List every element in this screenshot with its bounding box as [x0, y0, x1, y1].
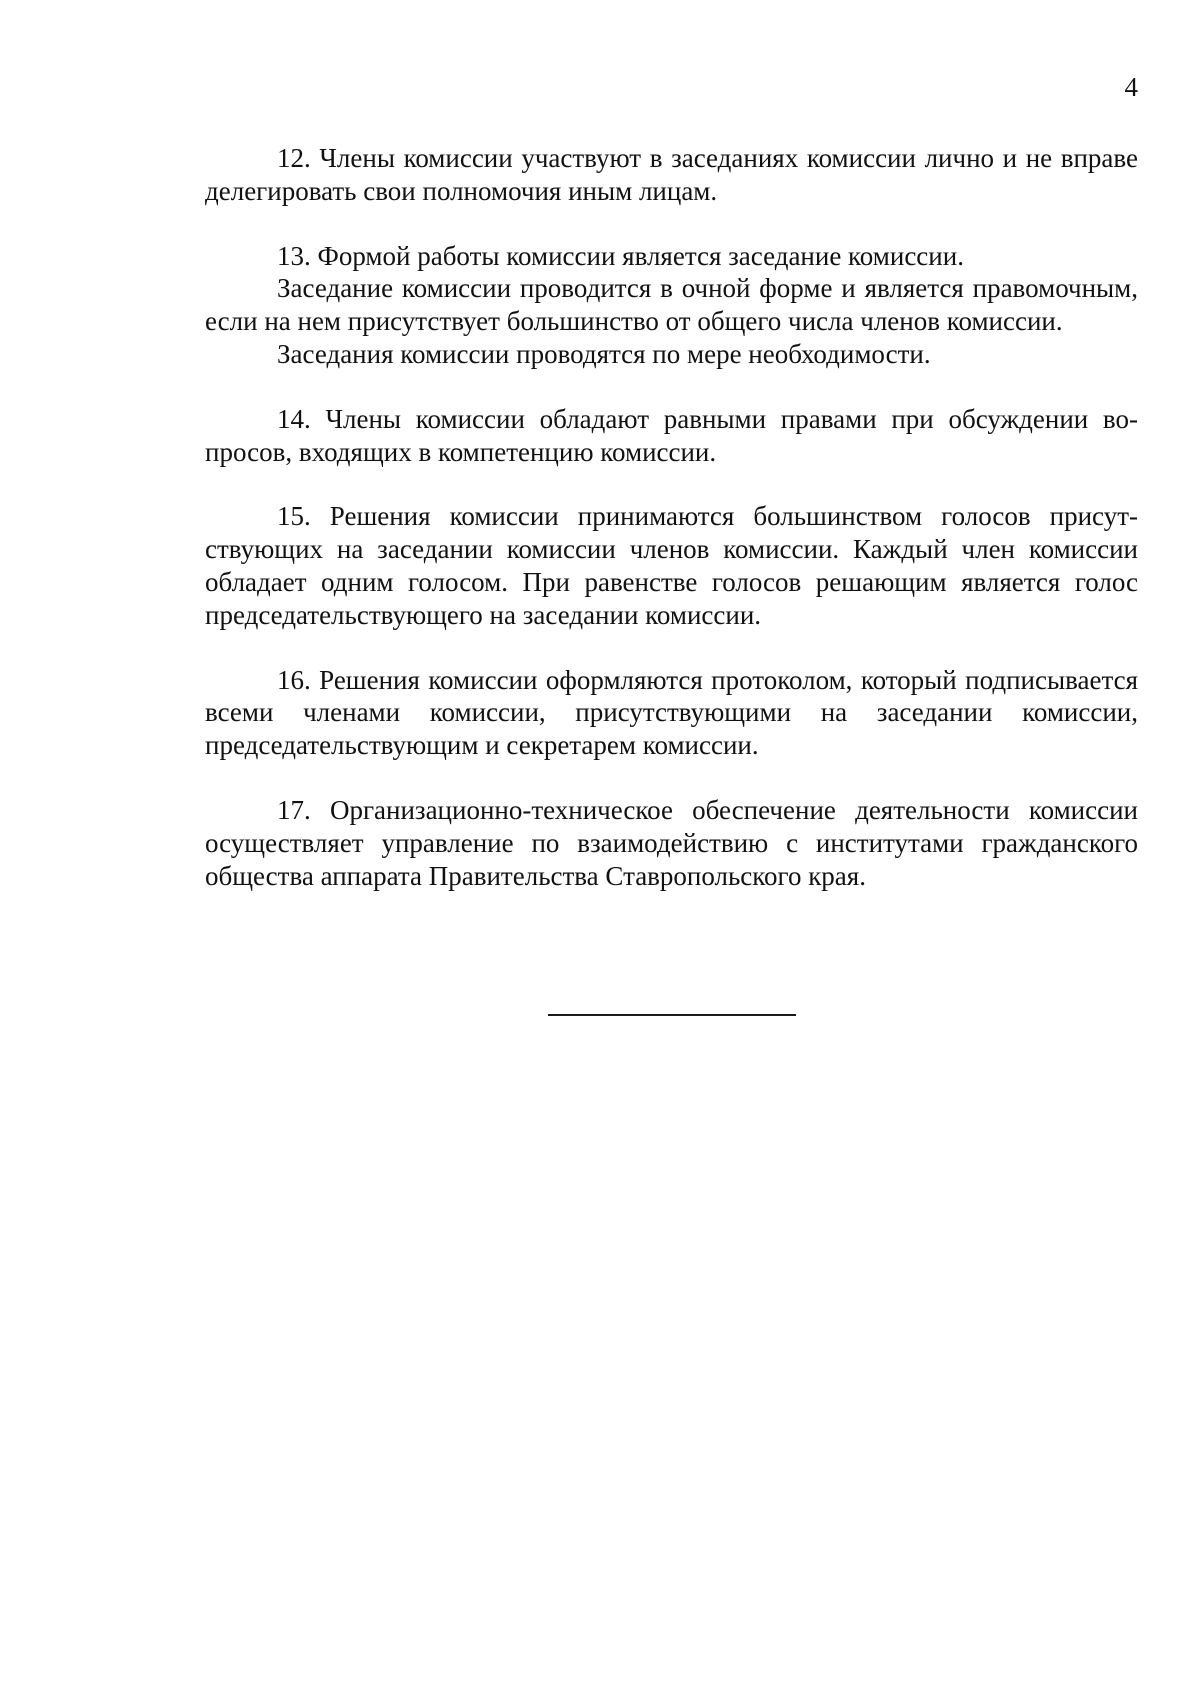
paragraph-12: 12. Члены комиссии участвуют в заседаниях комиссии лично и не вправе делегировать свои полномочия иным лицам.: [205, 143, 1138, 206]
paragraph-13: 13. Формой работы комиссии является заседание комиссии.: [277, 240, 964, 271]
paragraph-14: 14. Члены комиссии обладают равными правами при обсуждении вопросов, входящих в компетенцию комиссии.: [205, 403, 1138, 467]
paragraph-spacer: [205, 208, 1138, 240]
document-body: [205, 142, 1138, 892]
paragraph-13-frequency: Заседания комиссии проводятся по мере необходимости.: [277, 338, 931, 369]
paragraph-spacer: [205, 468, 1138, 500]
paragraph-15: 15. Решения комиссии принимаются большинством голосов присутствующих на заседании комиссии членов комиссии. Каждый член комиссии обладает одним голосом. При равенстве голосов решающим является голос председательствующего на заседании комиссии.: [205, 501, 1138, 630]
paragraph-spacer: [205, 632, 1138, 664]
paragraph-17: 17. Организационно-техническое обеспечение деятельности комиссии осуществляет управление по взаимодействию с институтами гражданского общества аппарата Правительства Ставропольского края.: [205, 794, 1138, 891]
paragraph-spacer: [205, 762, 1138, 794]
paragraph-spacer: [205, 371, 1138, 403]
paragraph-16: 16. Решения комиссии оформляются протоколом, который подписывается всеми членами комиссии, присутствующими на заседании комиссии, председательствующим и секретарем комиссии.: [205, 664, 1138, 761]
paragraph-13-quorum: Заседание комиссии проводится в очной форме и является правомочным, если на нем присутствует большинство от общего числа членов комиссии.: [205, 273, 1138, 337]
page-number: 4: [1124, 72, 1138, 102]
end-of-document-rule: [548, 1014, 796, 1016]
